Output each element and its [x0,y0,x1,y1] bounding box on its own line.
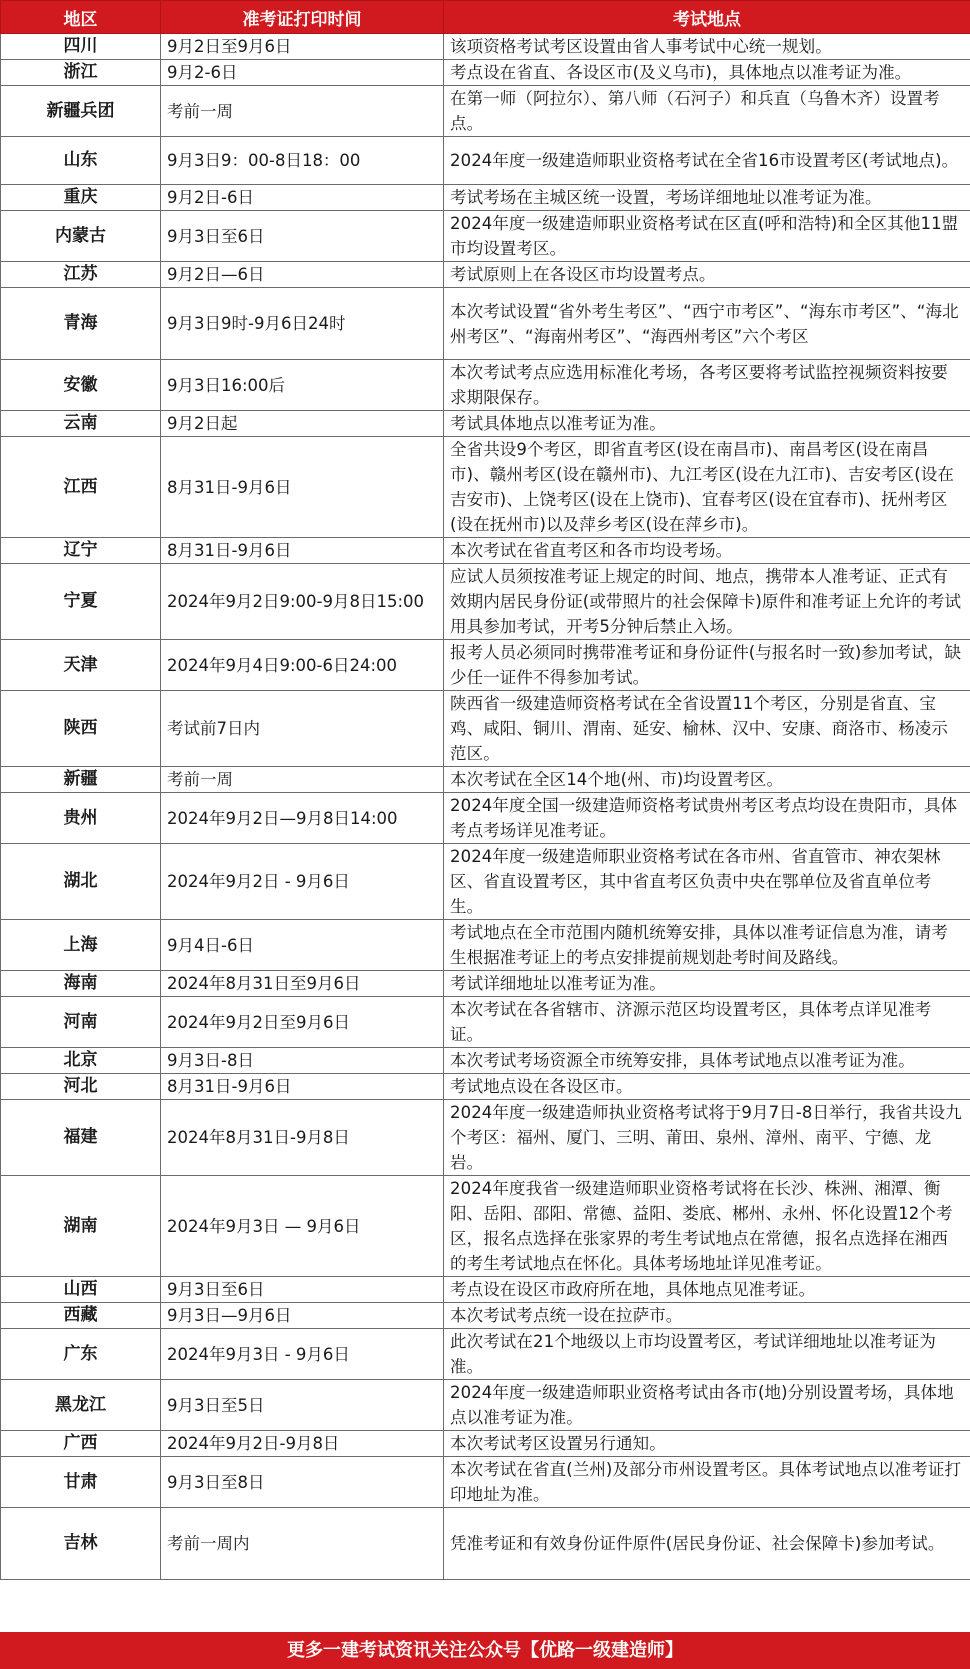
table-row [1,288,970,360]
region-cell: 河南 [1,997,161,1048]
print-time-cell: 9月3日至6日 [161,1277,444,1303]
print-time-cell: 考前一周 [161,86,444,137]
table-row [1,137,970,185]
location-cell: 应试人员须按准考证上规定的时间、地点，携带本人准考证、正式有效期内居民身份证(或带照片的社会保障卡)原件和准考证上允许的考试用具参加考试，开考5分钟后禁止入场。 [444,564,970,640]
table-row [1,1508,970,1580]
table-row [1,1277,970,1303]
print-time-cell: 2024年8月31日-9月8日 [161,1100,444,1176]
region-cell: 新疆兵团 [1,86,161,137]
region-cell: 内蒙古 [1,211,161,262]
table-row [1,1303,970,1329]
region-cell: 海南 [1,971,161,997]
location-cell: 此次考试在21个地级以上市均设置考区，考试详细地址以准考证为准。 [444,1329,970,1380]
region-cell: 吉林 [1,1508,161,1580]
print-time-cell: 9月3日—9月6日 [161,1303,444,1329]
location-cell: 2024年度一级建造师职业资格考试在各市州、省直管市、神农架林区、省直设置考区，其中省直考区负责中央在鄂单位及省直单位考生。 [444,844,970,920]
print-time-cell: 9月3日-8日 [161,1048,444,1074]
region-cell: 西藏 [1,1303,161,1329]
table-row [1,564,970,640]
print-time-cell: 8月31日-9月6日 [161,1074,444,1100]
print-time-cell: 9月3日9：00-8日18：00 [161,137,444,185]
location-cell: 本次考试在省直(兰州)及部分市州设置考区。具体考试地点以准考证打印地址为准。 [444,1457,970,1508]
table-row [1,1100,970,1176]
location-cell: 在第一师（阿拉尔）、第八师（石河子）和兵直（乌鲁木齐）设置考点。 [444,86,970,137]
location-cell: 2024年度一级建造师职业资格考试在区直(呼和浩特)和全区其他11盟市均设置考区。 [444,211,970,262]
location-cell: 考试考场在主城区统一设置，考场详细地址以准考证为准。 [444,185,970,211]
table-row [1,971,970,997]
region-cell: 江苏 [1,262,161,288]
print-time-cell: 9月3日至6日 [161,211,444,262]
print-time-cell: 2024年9月2日-9月8日 [161,1431,444,1457]
location-cell: 全省共设9个考区，即省直考区(设在南昌市)、南昌考区(设在南昌市)、赣州考区(设在赣州市)、九江考区(设在九江市)、吉安考区(设在吉安市)、上饶考区(设在上饶市)、宜春考区(设在宜春市)、抚州考区(设在抚州市)以及萍乡考区(设在萍乡市)。 [444,437,970,538]
region-cell: 新疆 [1,767,161,793]
region-cell: 湖南 [1,1176,161,1277]
print-time-cell: 2024年9月4日9:00-6日24:00 [161,640,444,691]
table-row [1,793,970,844]
print-time-cell: 9月2日-6日 [161,185,444,211]
location-cell: 2024年度一级建造师执业资格考试将于9月7日-8日举行，我省共设九个考区：福州、厦门、三明、莆田、泉州、漳州、南平、宁德、龙岩。 [444,1100,970,1176]
table-row [1,1329,970,1380]
region-cell: 青海 [1,288,161,360]
location-cell: 考试详细地址以准考证为准。 [444,971,970,997]
region-cell: 广东 [1,1329,161,1380]
location-cell: 考试地点在全市范围内随机统筹安排，具体以准考证信息为准，请考生根据准考证上的考点安排提前规划赴考时间及路线。 [444,920,970,971]
region-cell: 甘肃 [1,1457,161,1508]
print-time-cell: 2024年9月3日 — 9月6日 [161,1176,444,1277]
location-cell: 2024年度一级建造师职业资格考试由各市(地)分别设置考场，具体地点以准考证为准。 [444,1380,970,1431]
location-cell: 2024年度我省一级建造师职业资格考试将在长沙、株洲、湘潭、衡阳、岳阳、邵阳、常德、益阳、娄底、郴州、永州、怀化设置12个考区，报名点选择在张家界的考生考试地点在常德，报名点选择在湘西的考生考试地点在怀化。具体考场地址详见准考证。 [444,1176,970,1277]
location-cell: 本次考试设置“省外考生考区”、“西宁市考区”、“海东市考区”、“海北州考区”、“海南州考区”、“海西州考区”六个考区 [444,288,970,360]
table-row [1,411,970,437]
print-time-cell: 9月4日-6日 [161,920,444,971]
table-row [1,920,970,971]
print-time-cell: 8月31日-9月6日 [161,538,444,564]
table-row [1,844,970,920]
table-row [1,691,970,767]
region-cell: 安徽 [1,360,161,411]
location-cell: 考点设在设区市政府所在地，具体地点见准考证。 [444,1277,970,1303]
region-cell: 贵州 [1,793,161,844]
location-cell: 本次考试考点统一设在拉萨市。 [444,1303,970,1329]
location-cell: 本次考试考场资源全市统筹安排，具体考试地点以准考证为准。 [444,1048,970,1074]
location-cell: 本次考试考点应选用标准化考场，各考区要将考试监控视频资料按要求期限保存。 [444,360,970,411]
table-header-row [1,1,970,34]
region-cell: 陕西 [1,691,161,767]
region-cell: 山西 [1,1277,161,1303]
location-cell: 本次考试在各省辖市、济源示范区均设置考区，具体考点详见准考证。 [444,997,970,1048]
print-time-cell: 2024年8月31日至9月6日 [161,971,444,997]
print-time-cell: 9月3日至8日 [161,1457,444,1508]
region-cell: 河北 [1,1074,161,1100]
table-row [1,1074,970,1100]
region-cell: 天津 [1,640,161,691]
region-cell: 北京 [1,1048,161,1074]
table-row [1,211,970,262]
location-cell: 考试具体地点以准考证为准。 [444,411,970,437]
location-cell: 陕西省一级建造师资格考试在全省设置11个考区，分别是省直、宝鸡、咸阳、铜川、渭南、延安、榆林、汉中、安康、商洛市、杨凌示范区。 [444,691,970,767]
location-cell: 本次考试在省直考区和各市均设考场。 [444,538,970,564]
print-time-cell: 2024年9月2日 - 9月6日 [161,844,444,920]
region-cell: 黑龙江 [1,1380,161,1431]
print-time-cell: 9月3日9时-9月6日24时 [161,288,444,360]
print-time-cell: 2024年9月3日 - 9月6日 [161,1329,444,1380]
table-row [1,1431,970,1457]
region-cell: 江西 [1,437,161,538]
region-cell: 四川 [1,34,161,60]
table-row [1,640,970,691]
print-time-cell: 9月3日16:00后 [161,360,444,411]
table-row [1,1457,970,1508]
region-cell: 宁夏 [1,564,161,640]
print-time-cell: 2024年9月2日至9月6日 [161,997,444,1048]
table-row [1,262,970,288]
table-row [1,997,970,1048]
location-cell: 2024年度全国一级建造师资格考试贵州考区考点均设在贵阳市，具体考点考场详见准考证。 [444,793,970,844]
column-header-print-time: 准考证打印时间 [161,1,444,34]
print-time-cell: 9月2日—6日 [161,262,444,288]
location-cell: 本次考试考区设置另行通知。 [444,1431,970,1457]
table-row [1,437,970,538]
print-time-cell: 8月31日-9月6日 [161,437,444,538]
print-time-cell: 9月2日至9月6日 [161,34,444,60]
region-cell: 云南 [1,411,161,437]
table-row [1,538,970,564]
region-cell: 浙江 [1,60,161,86]
region-cell: 山东 [1,137,161,185]
region-cell: 辽宁 [1,538,161,564]
column-header-region: 地区 [1,1,161,34]
table-row [1,86,970,137]
table-row [1,1048,970,1074]
print-time-cell: 考试前7日内 [161,691,444,767]
region-cell: 福建 [1,1100,161,1176]
table-row [1,767,970,793]
location-cell: 考试地点设在各设区市。 [444,1074,970,1100]
print-time-cell: 2024年9月2日—9月8日14:00 [161,793,444,844]
location-cell: 考试原则上在各设区市均设置考点。 [444,262,970,288]
table-row [1,1380,970,1431]
location-cell: 2024年度一级建造师职业资格考试在全省16市设置考区(考试地点)。 [444,137,970,185]
column-header-location: 考试地点 [444,1,970,34]
location-cell: 该项资格考试考区设置由省人事考试中心统一规划。 [444,34,970,60]
location-cell: 报考人员必须同时携带准考证和身份证件(与报名时一致)参加考试，缺少任一证件不得参加考试。 [444,640,970,691]
location-cell: 考点设在省直、各设区市(及义乌市)，具体地点以准考证为准。 [444,60,970,86]
location-cell: 本次考试在全区14个地(州、市)均设置考区。 [444,767,970,793]
table-row [1,1176,970,1277]
table-row [1,360,970,411]
footer-banner: 更多一建考试资讯关注公众号【优路一级建造师】 [0,1632,970,1669]
location-cell: 凭准考证和有效身份证件原件(居民身份证、社会保障卡)参加考试。 [444,1508,970,1580]
region-cell: 重庆 [1,185,161,211]
print-time-cell: 2024年9月2日9:00-9月8日15:00 [161,564,444,640]
print-time-cell: 9月2-6日 [161,60,444,86]
region-cell: 湖北 [1,844,161,920]
table-row [1,185,970,211]
table-row [1,60,970,86]
print-time-cell: 考前一周内 [161,1508,444,1580]
print-time-cell: 9月2日起 [161,411,444,437]
region-cell: 上海 [1,920,161,971]
print-time-cell: 考前一周 [161,767,444,793]
region-cell: 广西 [1,1431,161,1457]
print-time-cell: 9月3日至5日 [161,1380,444,1431]
table-row [1,34,970,60]
